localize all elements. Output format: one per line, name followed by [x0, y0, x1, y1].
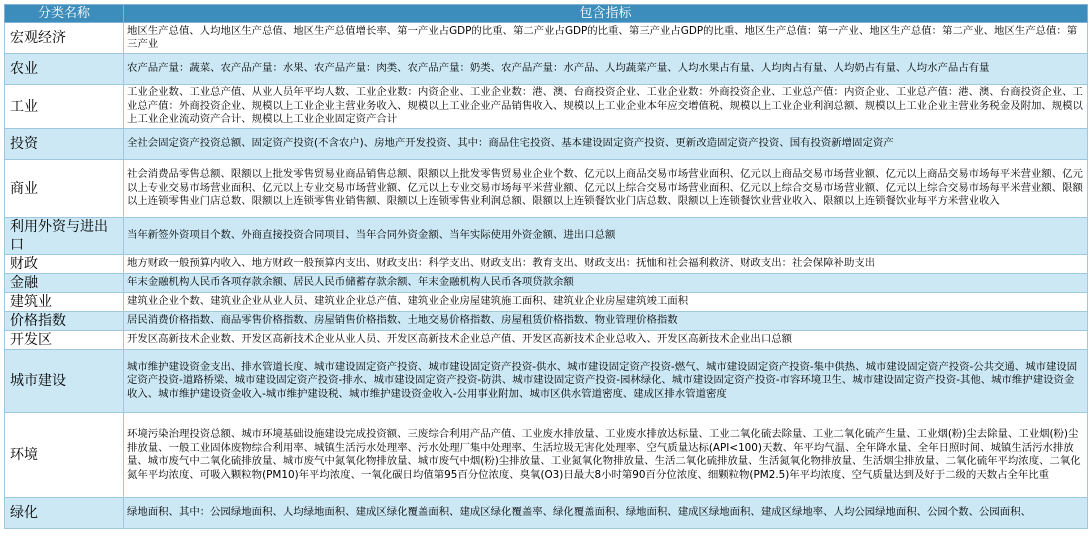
category-name: 利用外资与进出口 — [5, 218, 124, 255]
table-row-urban-construction — [5, 350, 1088, 413]
table-row-development-zone — [5, 331, 1088, 350]
category-indicators: 居民消费价格指数、商品零售价格指数、房屋销售价格指数、土地交易价格指数、房屋租赁价格指数、物业管理价格指数 — [124, 312, 1088, 331]
table-row-finance — [5, 255, 1088, 274]
indicator-table-container — [4, 4, 1087, 529]
category-indicators: 农产品产量：蔬菜、农产品产量：水果、农产品产量：肉类、农产品产量：奶类、农产品产量：水产品、人均蔬菜产量、人均水果占有量、人均肉占有量、人均奶占有量、人均水产品占有量 — [124, 54, 1088, 85]
table-row-banking — [5, 274, 1088, 293]
category-name: 农业 — [5, 54, 124, 85]
category-indicators: 环境污染治理投资总额、城市环境基础设施建设完成投资额、三废综合利用产品产值、工业废水排放量、工业废水排放达标量、工业二氧化硫去除量、工业二氧化硫产生量、工业烟(粉)尘去除量、工业烟(粉)尘排放量、一般工业固体废物综合利用率、城镇生活污水处理率、污水处理厂集中处理率、生活垃圾无害化处理率、空气质量达标(API<100)天数、年平均气温、全年降水量、全年日照时间、城镇生活污水排放量、城市废气中二氧化硫排放量、城市废气中氮氧化物排放量、城市废气中烟(粉)尘排放量、工业氮氧化物排放量、生活二氧化硫排放量、生活氮氧化物排放量、生活烟尘排放量、二氧化硫年平均浓度、二氧化氮年平均浓度、可吸入颗粒物(PM10)年平均浓度、一氧化碳日均值第95百分位浓度、臭氧(O3)日最大8小时第90百分位浓度、细颗粒物(PM2.5)年平均浓度、空气质量达到及好于二级的天数占全年比重 — [124, 413, 1088, 498]
table-header-row — [5, 5, 1088, 23]
table-row-foreign-trade — [5, 218, 1088, 255]
category-name: 建筑业 — [5, 293, 124, 312]
header-indicators: 包含指标 — [124, 5, 1088, 23]
category-indicators: 工业企业数、工业总产值、从业人员年平均人数、工业企业数：内资企业、工业企业数：港、澳、台商投资企业、工业企业数：外商投资企业、工业总产值：内资企业、工业总产值：港、澳、台商投资企业、工业总产值：外商投资企业、规模以上工业企业主营业务收入、规模以上工业企业产品销售收入、规模以上工业企业本年应交增值税、规模以上工业企业利润总额、规模以上工业企业主营业务税金及附加、规模以上工业企业流动资产合计、规模以上工业企业固定资产合计 — [124, 85, 1088, 129]
category-name: 商业 — [5, 160, 124, 218]
category-name: 工业 — [5, 85, 124, 129]
table-row-industry — [5, 85, 1088, 129]
table-row-greening — [5, 498, 1088, 529]
category-name: 环境 — [5, 413, 124, 498]
indicator-table — [4, 4, 1088, 529]
table-row-commerce — [5, 160, 1088, 218]
category-name: 城市建设 — [5, 350, 124, 413]
table-row-construction — [5, 293, 1088, 312]
table-row-environment — [5, 413, 1088, 498]
table-row-price-index — [5, 312, 1088, 331]
category-indicators: 社会消费品零售总额、限额以上批发零售贸易业商品销售总额、限额以上批发零售贸易业企业个数、亿元以上商品交易市场营业面积、亿元以上商品交易市场营业额、亿元以上商品交易市场每平米营业额、亿元以上专业交易市场营业面积、亿元以上专业交易市场营业额、亿元以上专业交易市场每平米营业额、亿元以上综合交易市场营业面积、亿元以上综合交易市场营业额、亿元以上综合交易市场每平米营业额、限额以上连锁零售业门店总数、限额以上连锁零售业销售额、限额以上连锁零售业利润总额、限额以上连锁餐饮业门店总数、限额以上连锁餐饮业营业收入、限额以上连锁餐饮业每平方米营业收入 — [124, 160, 1088, 218]
category-indicators: 年末金融机构人民币各项存款余额、居民人民币储蓄存款余额、年末金融机构人民币各项贷款余额 — [124, 274, 1088, 293]
category-name: 价格指数 — [5, 312, 124, 331]
category-indicators: 城市维护建设资金支出、排水管道长度、城市建设固定资产投资、城市建设固定资产投资-供水、城市建设固定资产投资-燃气、城市建设固定资产投资-集中供热、城市建设固定资产投资-公共交通、城市建设固定资产投资-道路桥梁、城市建设固定资产投资-排水、城市建设固定资产投资-防洪、城市建设固定资产投资-园林绿化、城市建设固定资产投资-市容环境卫生、城市建设固定资产投资-其他、城市维护建设资金收入、城市维护建设资金收入-城市维护建设税、城市维护建设资金收入-公用事业附加、城市区供水管道密度、建成区排水管道密度 — [124, 350, 1088, 413]
category-indicators: 地区生产总值、人均地区生产总值、地区生产总值增长率、第一产业占GDP的比重、第二产业占GDP的比重、第三产业占GDP的比重、地区生产总值：第一产业、地区生产总值：第二产业、地区生产总值：第三产业 — [124, 23, 1088, 54]
category-indicators: 建筑业企业个数、建筑业企业从业人员、建筑业企业总产值、建筑业企业房屋建筑施工面积、建筑业企业房屋建筑竣工面积 — [124, 293, 1088, 312]
category-indicators: 开发区高新技术企业数、开发区高新技术企业从业人员、开发区高新技术企业总产值、开发区高新技术企业总收入、开发区高新技术企业出口总额 — [124, 331, 1088, 350]
header-category-name: 分类名称 — [5, 5, 124, 23]
category-name: 财政 — [5, 255, 124, 274]
category-name: 开发区 — [5, 331, 124, 350]
table-row-investment — [5, 129, 1088, 160]
category-indicators: 绿地面积、其中：公园绿地面积、人均绿地面积、建成区绿化覆盖面积、建成区绿化覆盖率、绿化覆盖面积、绿地面积、建成区绿地面积、建成区绿地率、人均公园绿地面积、公园个数、公园面积、 — [124, 498, 1088, 529]
category-indicators: 当年新签外资项目个数、外商直接投资合同项目、当年合同外资金额、当年实际使用外资金额、进出口总额 — [124, 218, 1088, 255]
table-row-macro-economy — [5, 23, 1088, 54]
table-row-agriculture — [5, 54, 1088, 85]
category-name: 绿化 — [5, 498, 124, 529]
category-indicators: 全社会固定资产投资总额、固定资产投资(不含农户)、房地产开发投资、其中：商品住宅投资、基本建设固定资产投资、更新改造固定资产投资、国有投资新增固定资产 — [124, 129, 1088, 160]
category-name: 投资 — [5, 129, 124, 160]
category-name: 宏观经济 — [5, 23, 124, 54]
category-indicators: 地方财政一般预算内收入、地方财政一般预算内支出、财政支出：科学支出、财政支出：教育支出、财政支出：抚恤和社会福利救济、财政支出：社会保障补助支出 — [124, 255, 1088, 274]
category-name: 金融 — [5, 274, 124, 293]
